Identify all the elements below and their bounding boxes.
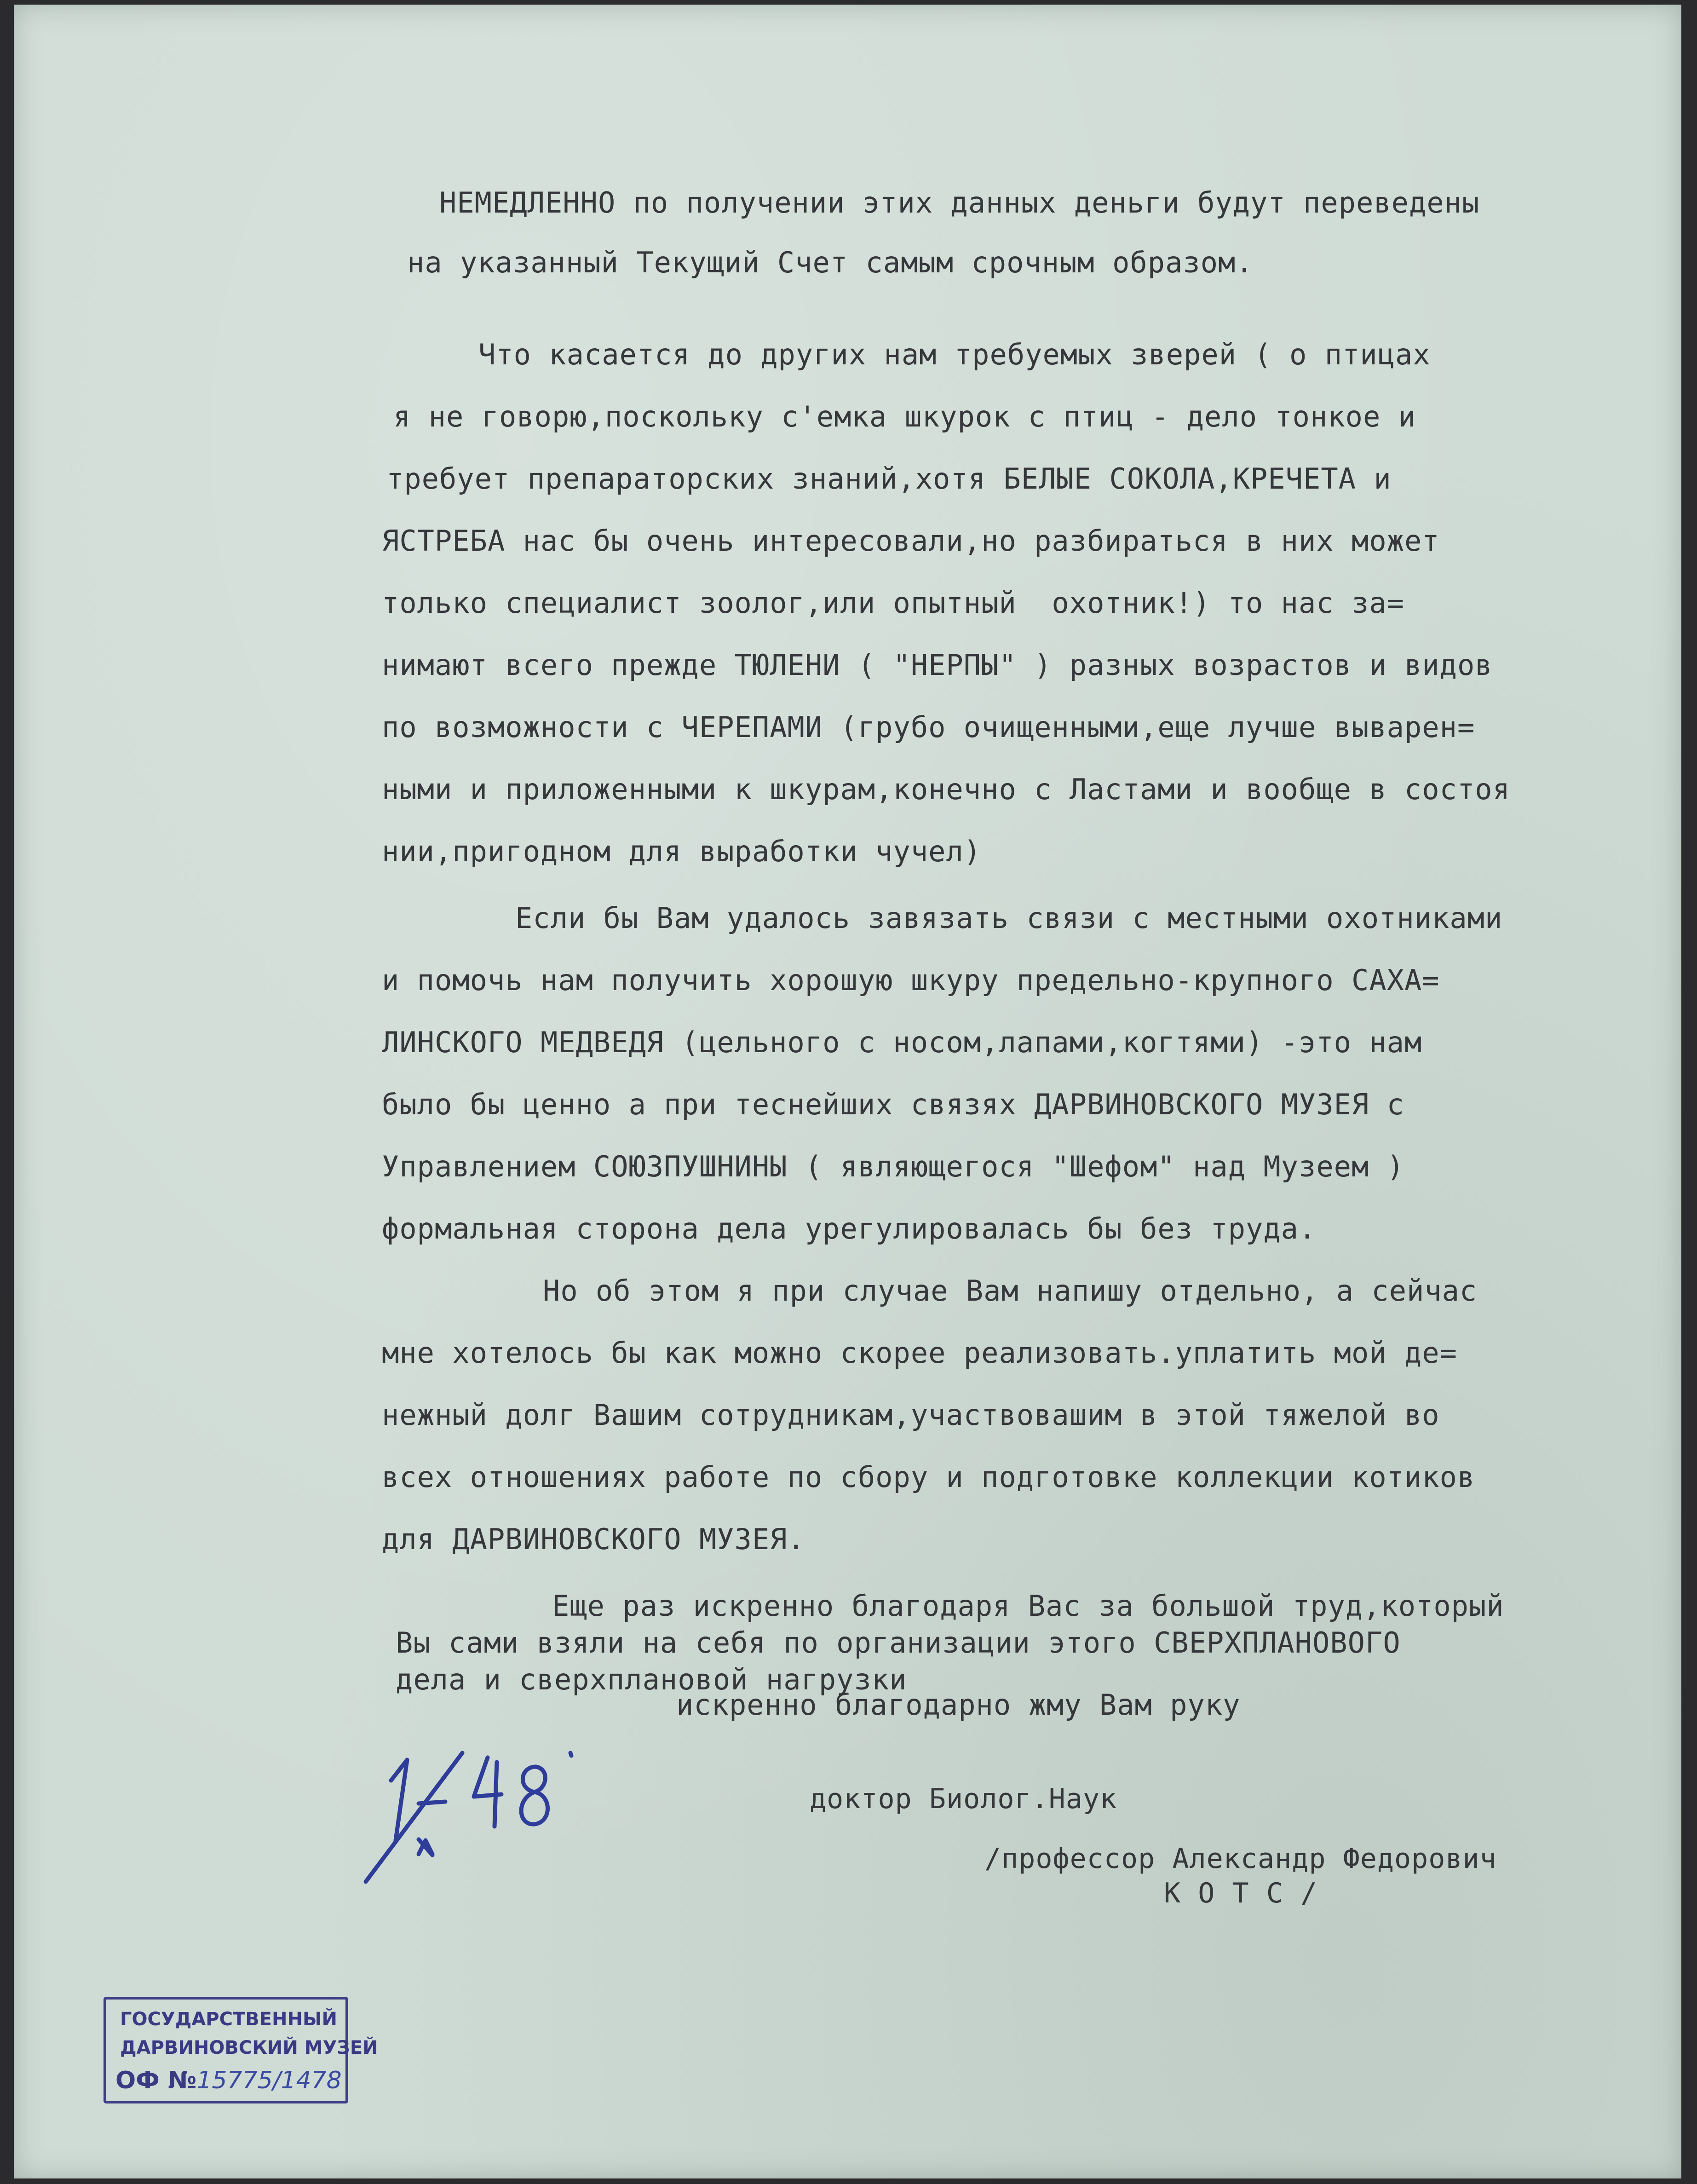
text-line: ными и приложенными к шкурам,конечно с Ластами и вообще в состоя <box>382 772 1510 806</box>
text-line: только специалист зоолог,или опытный охотник!) то нас за= <box>382 586 1404 620</box>
closing-line: искренно благодарно жму Вам руку <box>676 1688 1241 1722</box>
text-line: нии,пригодном для выработки чучел) <box>382 835 982 868</box>
stamp-number: 15775/1478 <box>196 2067 342 2094</box>
text-line: и помочь нам получить хорошую шкуру предельно-крупного САХА= <box>382 963 1440 997</box>
signature-degree: доктор Биолог.Наук <box>810 1783 1117 1815</box>
text-line: Что касается до других нам требуемых зверей ( о птицах <box>478 338 1431 371</box>
closing-line: Еще раз искренно благодаря Вас за большой труд,который <box>552 1589 1504 1623</box>
text-line: нимают всего прежде ТЮЛЕНИ ( "НЕРПЫ" ) разных возрастов и видов <box>382 648 1493 682</box>
museum-stamp <box>104 1997 378 2103</box>
closing-line: Вы сами взяли на себя по организации этого СВЕРХПЛАНОВОГО <box>396 1626 1401 1660</box>
text-line: ЯСТРЕБА нас бы очень интересовали,но разбираться в них может <box>382 524 1440 558</box>
stamp-line-2: ДАРВИНОВСКИЙ МУЗЕЙ <box>120 2037 378 2058</box>
stamp-prefix: ОФ № <box>115 2067 197 2094</box>
text-line: для ДАРВИНОВСКОГО МУЗЕЯ. <box>382 1522 805 1556</box>
signature-surname: К О Т С / <box>1164 1877 1318 1909</box>
signature-name: /профессор Александр Федорович <box>984 1843 1497 1875</box>
text-line: нежный долг Вашим сотрудникам,участвовашим в этой тяжелой во <box>382 1398 1440 1432</box>
text-line: я не говорю,поскольку с'емка шкурок с птиц - дело тонкое и <box>393 400 1416 433</box>
letter-page <box>14 5 1681 2178</box>
closing-line: дела и сверхплановой нагрузки <box>396 1663 907 1696</box>
text-line: мне хотелось бы как можно скорее реализовать.уплатить мой де= <box>382 1336 1457 1370</box>
text-line: требует препараторских знаний,хотя БЕЛЫЕ СОКОЛА,КРЕЧЕТА и <box>386 462 1392 496</box>
text-line: было бы ценно а при теснейших связях ДАРВИНОВСКОГО МУЗЕЯ с <box>382 1088 1404 1121</box>
text-line: Но об этом я при случае Вам напишу отдельно, а сейчас <box>543 1274 1478 1308</box>
text-line: Если бы Вам удалось завязать связи с местными охотниками <box>515 901 1503 935</box>
stamp-line-1: ГОСУДАРСТВЕННЫЙ <box>120 2009 337 2030</box>
stamp-line-3 <box>115 2067 342 2094</box>
text-line: Управлением СОЮЗПУШНИНЫ ( являющегося "Шефом" над Музеем ) <box>382 1150 1404 1183</box>
text-line: ЛИНСКОГО МЕДВЕДЯ (цельного с носом,лапами,когтями) -это нам <box>382 1026 1422 1059</box>
text-line: всех отношениях работе по сбору и подготовке коллекции котиков <box>382 1460 1475 1494</box>
text-line: формальная сторона дела урегулировалась бы без труда. <box>382 1212 1317 1245</box>
text-line: по возможности с ЧЕРЕПАМИ (грубо очищенными,еще лучше выварен= <box>382 710 1475 744</box>
handwritten-date <box>363 1735 649 1886</box>
text-line: НЕМЕДЛЕННО по получении этих данных деньги будут переведены <box>439 186 1480 219</box>
text-line: на указанный Текущий Счет самым срочным образом. <box>407 246 1254 279</box>
